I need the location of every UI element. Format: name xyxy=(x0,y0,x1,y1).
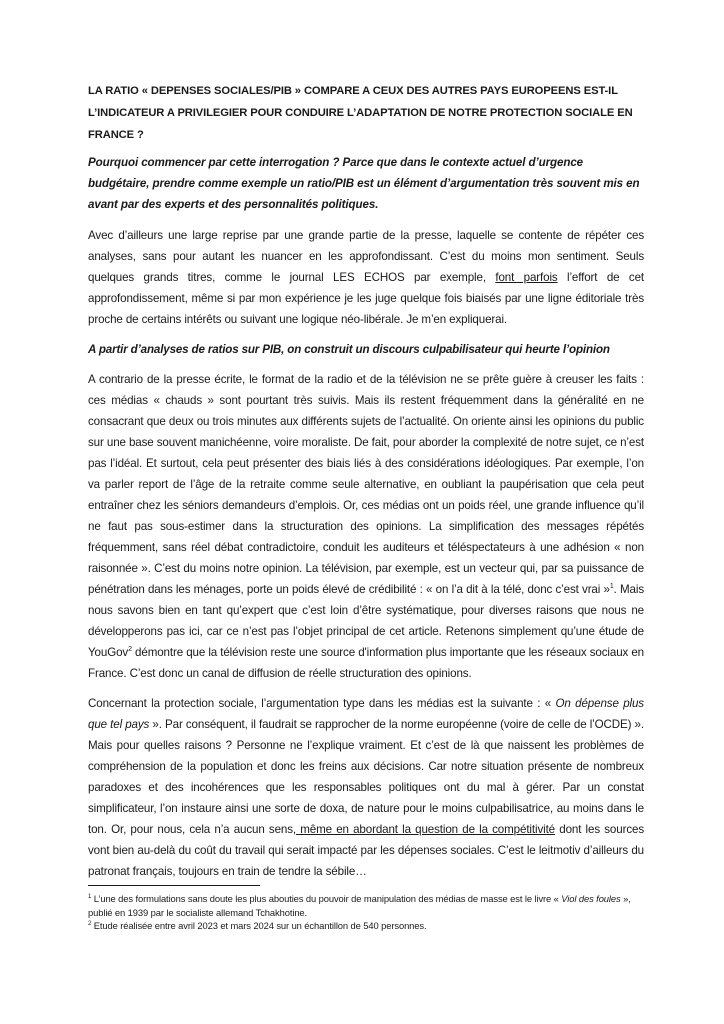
paragraph-media-text-2: . Mais nous savons bien en tant qu’expert que c’est loin d’être systématique, pour diverses raisons que nous ne développerons pas ici, car ce n’est pas l’objet principal de cet article. Retenons simplement qu’une étude de YouGov xyxy=(88,583,644,659)
footnote-number-2: 2 xyxy=(88,920,92,927)
footnote-1-text-end: », publié en 1939 par le socialiste allemand Tchakhotine. xyxy=(88,893,631,918)
footnote-2-text: Etude réalisée entre avril 2023 et mars 2024 sur un échantillon de 540 personnes. xyxy=(91,920,427,931)
paragraph-social-text-3: dont les sources vont bien au-delà du coût du travail qui serait impacté par les dépenses sociales. C’est le leitmotiv d’ailleurs du patronat français, toujours en train de tendre la sébile… xyxy=(88,823,644,878)
paragraph-media xyxy=(88,369,644,684)
paragraph-social-text: Concernant la protection sociale, l’argumentation type dans les médias est la suivante : « xyxy=(88,697,556,710)
footnote-2 xyxy=(88,919,644,933)
section-subheading: A partir d’analyses de ratios sur PIB, on construit un discours culpabilisateur qui heurte l’opinion xyxy=(88,343,610,356)
underlined-text: même en abordant la question de la compétitivité xyxy=(296,823,556,836)
paragraph-social-text-2: ». Par conséquent, il faudrait se rapprocher de la norme européenne (voire de celle de l’OCDE) ». Mais pour quelles raisons ? Personne ne l’explique vraiment. Et c’est de là que naissent les problèmes de compréhension de la population et donc les freins aux décisions. Car notre situation présente de nombreux paradoxes et des incohérences que les responsables politiques ont du mal à gérer. Par un constat simplificateur, l’on instaure ainsi une sorte de doxa, de nature pour le moins culpabilisatrice, au moins dans le ton. Or, pour nous, cela n’a aucun sens, xyxy=(88,718,644,836)
footnote-1-book-title: Viol des foules xyxy=(561,893,621,904)
paragraph-media-text-3: démontre que la télévision reste une source d'information plus importante que les réseaux sociaux en France. C’est donc un canal de diffusion de réelle structuration des opinions. xyxy=(88,646,644,680)
paragraph-press-text: Avec d’ailleurs une large reprise par une grande partie de la presse, laquelle se contente de répéter ces analyses, sans pour autant les nuancer en les approfondissant. C’est du moins mon sentiment. Seuls quelques grands titres, comme le journal LES ECHOS par exemple, xyxy=(88,229,644,284)
italic-quote: On dépense plus que tel pays xyxy=(88,697,644,731)
footnote-1 xyxy=(88,892,644,919)
document-page xyxy=(88,80,644,891)
document-title: LA RATIO « DEPENSES SOCIALES/PIB » COMPARE A CEUX DES AUTRES PAYS EUROPEENS EST-IL L’INDICATEUR A PRIVILEGIER POUR CONDUIRE L’ADAPTATION DE NOTRE PROTECTION SOCIALE EN FRANCE ? xyxy=(88,85,633,141)
footnote-separator xyxy=(88,885,260,886)
paragraph-press-text-end: l’effort de cet approfondissement, même si par mon expérience je les juge quelque fois biaisés par une ligne éditoriale très proche de certains intérêts ou suivant une logique néo-libérale. Je m’en expliquerai. xyxy=(88,271,644,326)
footnote-1-text: L’une des formulations sans doute les plus abouties du pouvoir de manipulation des médias de masse est le livre « xyxy=(91,893,562,904)
paragraph-press xyxy=(88,225,644,330)
footnote-ref-1[interactable]: 1 xyxy=(609,583,614,591)
underlined-text: font parfois xyxy=(495,271,558,284)
footnotes xyxy=(88,885,644,933)
paragraph-media-text: A contrario de la presse écrite, le format de la radio et de la télévision ne se prête guère à creuser les faits : ces médias « chauds » sont pourtant très suivis. Mais ils restent fréquemment dans la généralité en ne consacrant que deux ou trois minutes aux différents sujets de l’actualité. On oriente ainsi les opinions du public sur une base souvent manichéenne, voire moraliste. De fait, pour aborder la complexité de notre sujet, ce n’est pas l’idéal. Et surtout, cela peut présenter des biais liés à des considérations idéologiques. Par exemple, l’on va parler report de l’âge de la retraite comme seule alternative, en oubliant la paupérisation que cela peut entraîner chez les séniors demandeurs d’emplois. Or, ces médias ont un poids réel, une grande influence qu’il ne faut pas sous-estimer dans la structuration des opinions. La simplification des messages répétés fréquemment, sans réel débat contradictoire, conduit les auditeurs et téléspectateurs à une adhésion « non raisonnée ». C’est du moins notre opinion. La télévision, par exemple, est un vecteur qui, par sa puissance de pénétration dans les ménages, porte un poids élevé de crédibilité : « on l’a dit à la télé, donc c’est vrai » xyxy=(88,373,644,596)
paragraph-social-protection xyxy=(88,693,644,882)
lead-paragraph: Pourquoi commencer par cette interrogation ? Parce que dans le contexte actuel d’urgence budgétaire, prendre comme exemple un ratio/PIB est un élément d’argumentation très souvent mis en avant par des experts et des personnalités politiques. xyxy=(88,156,640,211)
footnote-number-1: 1 xyxy=(88,893,92,900)
footnote-ref-2[interactable]: 2 xyxy=(128,646,132,654)
